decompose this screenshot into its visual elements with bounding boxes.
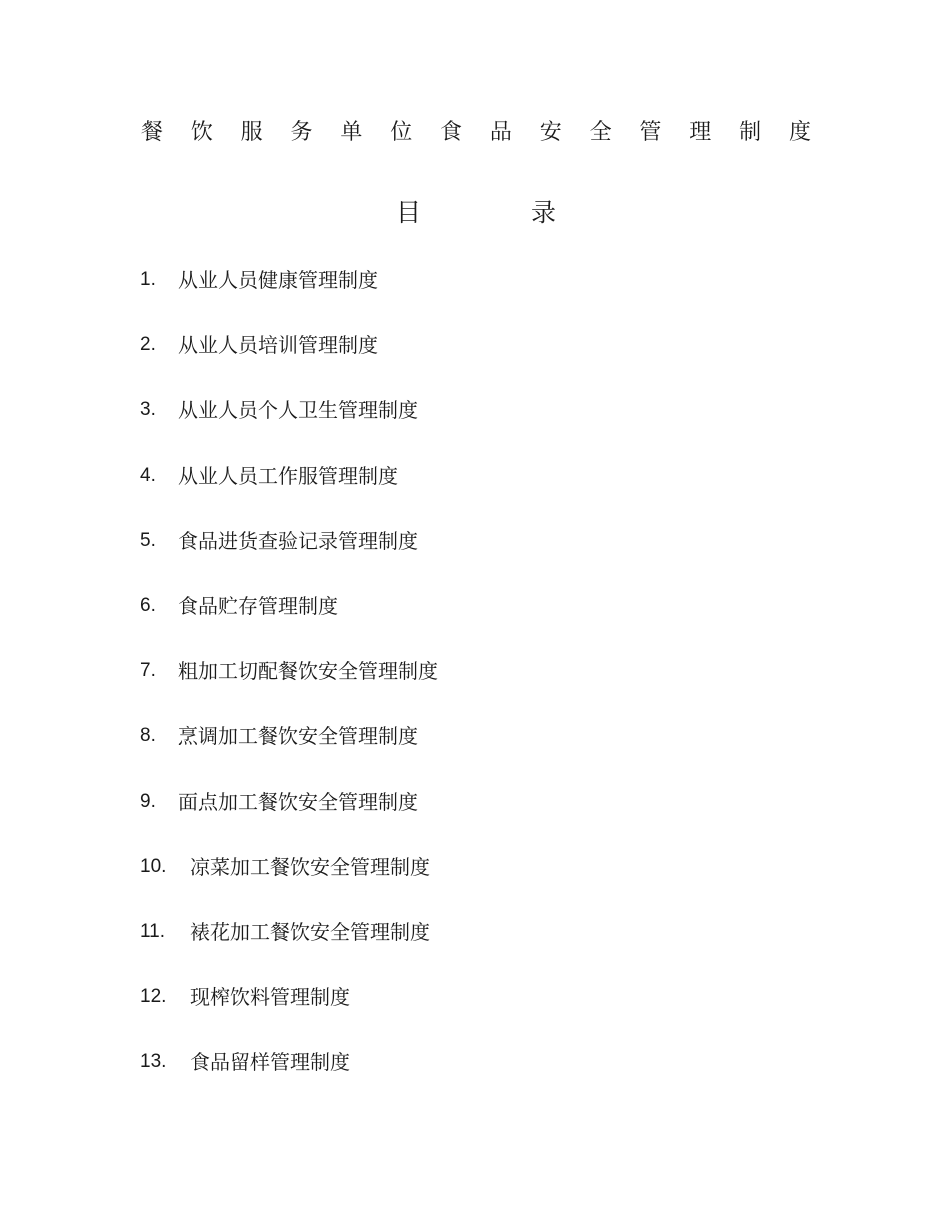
toc-item-number: 8. [140, 725, 156, 747]
toc-item-number: 5. [140, 529, 156, 551]
toc-item-text: 裱花加工餐饮安全管理制度 [190, 919, 430, 944]
document-title [140, 118, 812, 148]
toc-item-number: 7. [140, 660, 156, 682]
toc-item-text: 从业人员培训管理制度 [178, 333, 378, 358]
toc-item-number: 2. [140, 334, 156, 356]
title-char: 食 [440, 120, 463, 145]
toc-item-text: 食品留样管理制度 [190, 1050, 350, 1075]
toc-item-text: 食品进货查验记录管理制度 [178, 528, 418, 553]
title-char: 全 [589, 120, 612, 145]
toc-item-number: 13. [140, 1051, 167, 1073]
title-char: 务 [290, 120, 313, 145]
toc-item-text: 面点加工餐饮安全管理制度 [178, 789, 418, 814]
title-char: 安 [539, 120, 562, 145]
toc-item-text: 烹调加工餐饮安全管理制度 [178, 724, 418, 749]
toc-item-number: 9. [140, 790, 156, 812]
title-char: 单 [340, 120, 363, 145]
toc-item-text: 从业人员健康管理制度 [178, 268, 378, 292]
toc-item-number: 1. [140, 269, 156, 290]
toc-item [140, 917, 438, 982]
toc-item-text: 从业人员个人卫生管理制度 [178, 398, 418, 423]
toc-item [140, 1047, 438, 1112]
title-char: 制 [739, 120, 762, 145]
title-char: 位 [390, 120, 413, 145]
toc-item [140, 591, 438, 656]
toc-item [140, 265, 438, 330]
toc-item [140, 787, 438, 852]
toc-item [140, 526, 438, 591]
title-char: 管 [639, 120, 662, 145]
toc-heading-char: 目 [396, 198, 422, 227]
toc-item-text: 食品贮存管理制度 [178, 593, 338, 618]
title-char: 理 [689, 120, 712, 145]
toc-heading [396, 197, 556, 229]
title-char: 品 [489, 120, 512, 145]
toc-item-number: 12. [140, 986, 167, 1008]
toc-heading-char: 录 [530, 198, 556, 227]
toc-item-number: 3. [140, 399, 156, 421]
toc-item-number: 6. [140, 594, 156, 616]
title-char: 度 [788, 120, 811, 145]
title-char: 餐 [140, 120, 163, 145]
toc-item [140, 330, 438, 395]
toc-item [140, 852, 438, 917]
title-char: 服 [240, 120, 263, 145]
toc-item-text: 现榨饮料管理制度 [190, 985, 350, 1010]
toc-item-text: 从业人员工作服管理制度 [178, 463, 398, 488]
toc-item-text: 粗加工切配餐饮安全管理制度 [178, 659, 438, 684]
toc-item [140, 395, 438, 460]
toc-item [140, 461, 438, 526]
toc-item [140, 721, 438, 786]
toc-item [140, 656, 438, 721]
toc-item-text: 凉菜加工餐饮安全管理制度 [190, 854, 430, 879]
title-char: 饮 [190, 120, 213, 145]
toc-list [140, 265, 438, 1112]
toc-item-number: 10. [140, 855, 167, 877]
toc-item [140, 982, 438, 1047]
toc-item-number: 11. [140, 920, 166, 942]
toc-item-number: 4. [140, 464, 156, 486]
